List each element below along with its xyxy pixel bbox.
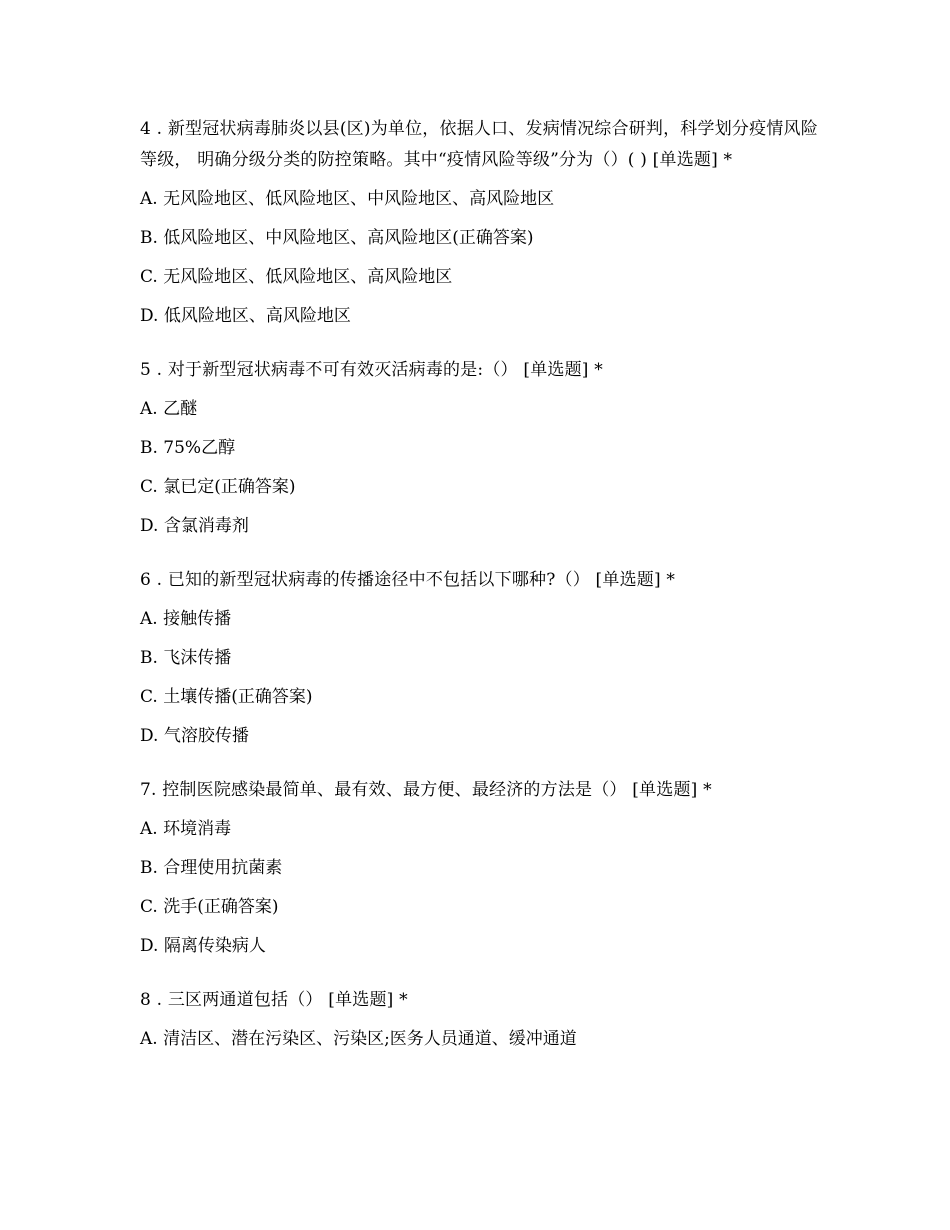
question-text: 4 . 新型冠状病毒肺炎以县(区)为单位，依据人口、发病情况综合研判，科学划分疫情风险等级， 明确分级分类的防控策略。其中“疫情风险等级”分为（）( ) [单选题] *	[140, 119, 818, 170]
question-8	[140, 979, 820, 1059]
option-a: A. 乙醚	[140, 399, 198, 419]
option-c: C. 洗手(正确答案)	[140, 897, 279, 917]
option-d: D. 隔离传染病人	[140, 936, 266, 956]
option-b: B. 75%乙醇	[140, 438, 236, 458]
question-7	[140, 769, 820, 966]
question-5	[140, 349, 820, 546]
question-text: 6 . 已知的新型冠状病毒的传播途径中不包括以下哪种?（） [单选题] *	[140, 570, 676, 590]
question-4	[140, 108, 820, 336]
question-6	[140, 559, 820, 756]
option-c: C. 无风险地区、低风险地区、高风险地区	[140, 267, 453, 287]
option-a: A. 清洁区、潜在污染区、污染区;医务人员通道、缓冲通道	[140, 1029, 577, 1049]
option-b: B. 合理使用抗菌素	[140, 858, 283, 878]
option-a: A. 接触传播	[140, 609, 232, 629]
option-b: B. 低风险地区、中风险地区、高风险地区(正确答案)	[140, 228, 534, 248]
option-a: A. 环境消毒	[140, 819, 232, 839]
option-b: B. 飞沫传播	[140, 648, 232, 668]
option-c: C. 氯已定(正确答案)	[140, 477, 296, 497]
question-text: 5 . 对于新型冠状病毒不可有效灭活病毒的是:（） [单选题] *	[140, 360, 603, 380]
option-c: C. 土壤传播(正确答案)	[140, 687, 313, 707]
question-text: 8 . 三区两通道包括（） [单选题] *	[140, 990, 408, 1010]
option-d: D. 含氯消毒剂	[140, 516, 249, 536]
option-a: A. 无风险地区、低风险地区、中风险地区、高风险地区	[140, 189, 555, 209]
option-d: D. 气溶胶传播	[140, 726, 249, 746]
option-d: D. 低风险地区、高风险地区	[140, 306, 351, 326]
question-text: 7. 控制医院感染最简单、最有效、最方便、最经济的方法是（） [单选题] *	[140, 780, 712, 800]
question-list	[140, 108, 820, 1059]
